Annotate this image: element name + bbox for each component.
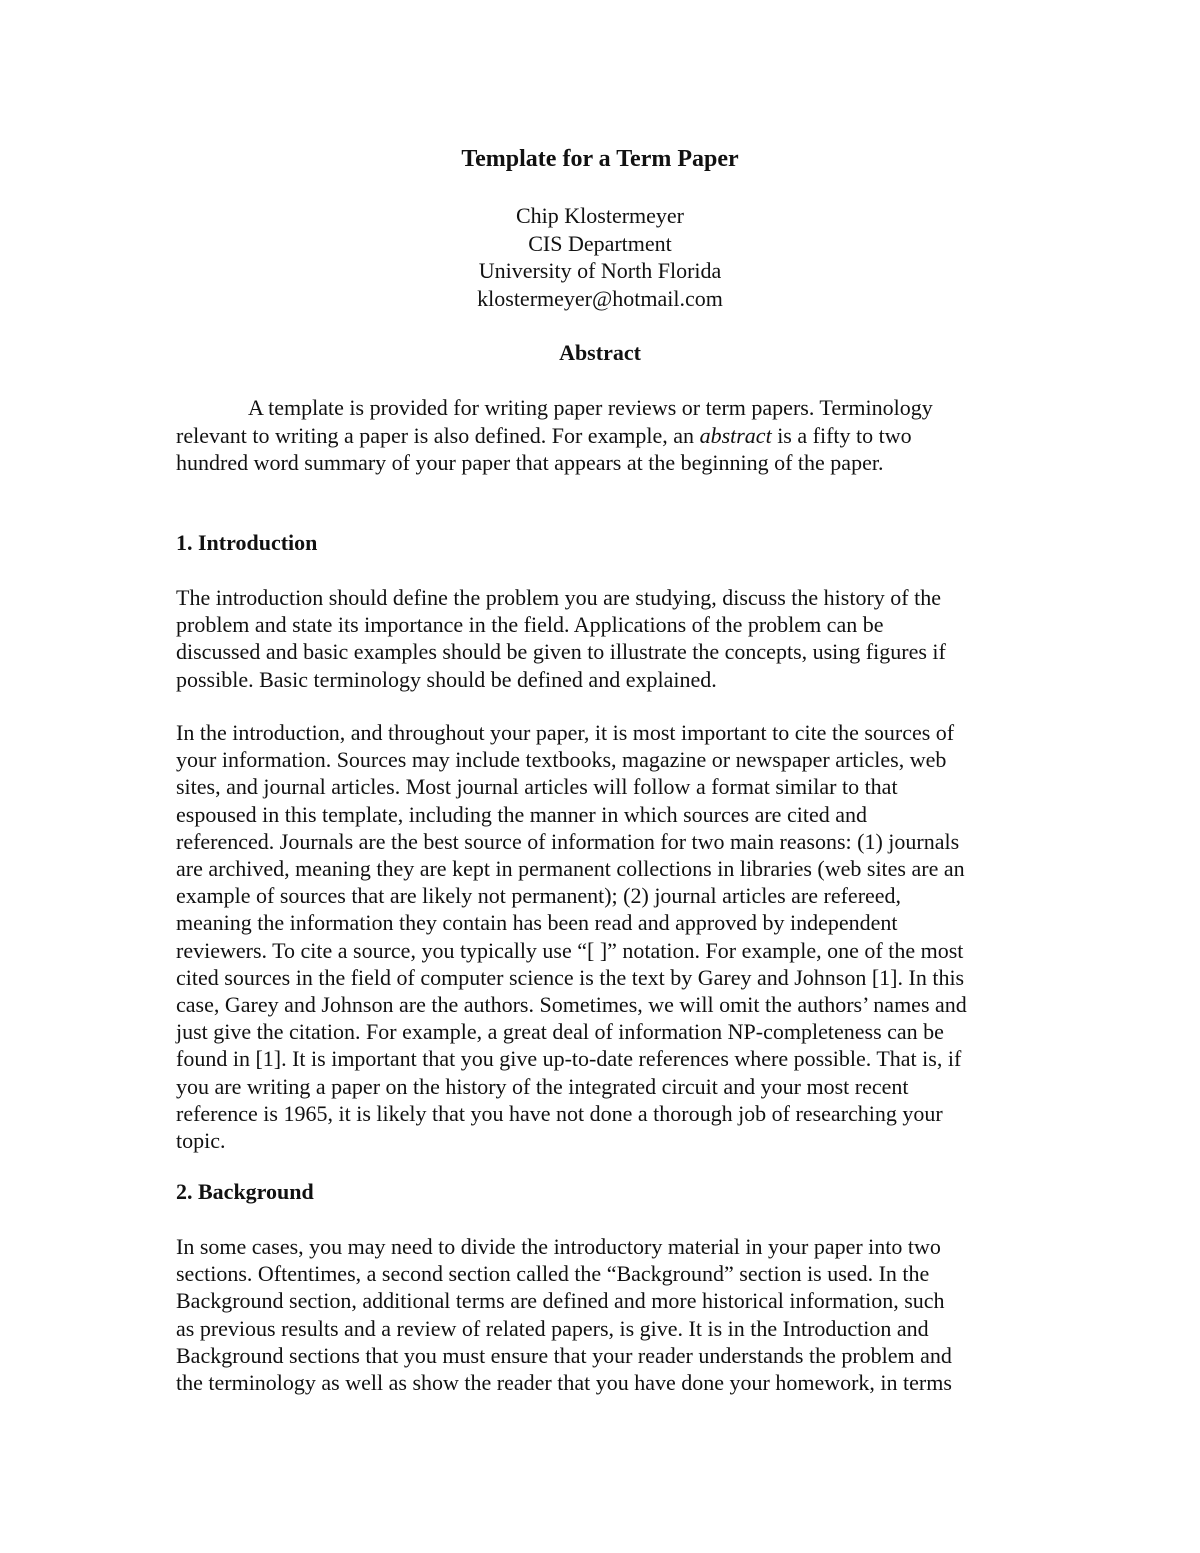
- introduction-paragraph-1: [176, 584, 1036, 693]
- section-heading-background: 2. Background: [176, 1179, 314, 1204]
- author-name: Chip Klostermeyer: [515, 203, 685, 228]
- abstract-line-text: hundred word summary of your paper that appears at the beginning of the paper.: [176, 450, 884, 475]
- paragraph-line: reference is 1965, it is likely that you have not done a thorough job of researching your: [176, 1100, 943, 1126]
- abstract-line-text: relevant to writing a paper is also defined. For example, an: [176, 422, 700, 448]
- paragraph-line: case, Garey and Johnson are the authors. Sometimes, we will omit the authors’ names and: [176, 992, 967, 1018]
- paragraph-line: just give the citation. For example, a great deal of information NP-completeness can be: [176, 1019, 944, 1045]
- abstract-line-text: is a fifty to two: [771, 422, 912, 448]
- paragraph-line: possible. Basic terminology should be defined and explained.: [176, 666, 717, 692]
- paragraph-line: sites, and journal articles. Most journal articles will follow a format similar to that: [176, 774, 898, 800]
- abstract-heading: Abstract: [559, 340, 641, 365]
- paragraph-line: the terminology as well as show the reader that you have done your homework, in terms: [176, 1370, 952, 1396]
- paragraph-line: Background sections that you must ensure that your reader understands the problem and: [176, 1342, 952, 1368]
- abstract-line: [176, 449, 1036, 477]
- paragraph-line: discussed and basic examples should be given to illustrate the concepts, using figures if: [176, 639, 946, 665]
- paragraph-line: as previous results and a review of related papers, is give. It is in the Introduction and: [176, 1315, 929, 1341]
- paragraph-line: meaning the information they contain has been read and approved by independent: [176, 910, 898, 936]
- paragraph-line: your information. Sources may include textbooks, magazine or newspaper articles, web: [176, 747, 947, 773]
- abstract-term-emphasis: abstract: [699, 422, 772, 448]
- paragraph-line: topic.: [176, 1128, 226, 1154]
- paragraph-line: example of sources that are likely not permanent); (2) journal articles are refereed,: [176, 883, 902, 909]
- abstract-line-text: A template is provided for writing paper reviews or term papers. Terminology: [248, 395, 933, 420]
- author-university: University of North Florida: [478, 258, 722, 283]
- paragraph-line: problem and state its importance in the field. Applications of the problem can be: [176, 612, 884, 638]
- paragraph-line: you are writing a paper on the history of the integrated circuit and your most recent: [176, 1073, 909, 1099]
- paragraph-line: found in [1]. It is important that you give up-to-date references where possible. That is, if: [176, 1046, 962, 1072]
- paragraph-line: In some cases, you may need to divide the introductory material in your paper into two: [176, 1234, 941, 1259]
- paragraph-line: cited sources in the field of computer science is the text by Garey and Johnson [1]. In this: [176, 964, 965, 990]
- author-email: klostermeyer@hotmail.com: [477, 285, 723, 311]
- paragraph-line: The introduction should define the problem you are studying, discuss the history of the: [176, 585, 941, 610]
- background-paragraph-1: [176, 1233, 1036, 1396]
- paragraph-line: Background section, additional terms are defined and more historical information, such: [176, 1288, 945, 1314]
- abstract-line: [176, 394, 1036, 422]
- introduction-paragraph-2: [176, 719, 1036, 1154]
- paragraph-line: are archived, meaning they are kept in permanent collections in libraries (web sites are an: [176, 856, 965, 882]
- author-block: [0, 202, 1200, 312]
- author-department: CIS Department: [528, 230, 672, 256]
- paragraph-line: reviewers. To cite a source, you typically use “[ ]” notation. For example, one of the most: [176, 937, 964, 963]
- section-heading-introduction: 1. Introduction: [176, 530, 318, 555]
- paper-title: Template for a Term Paper: [461, 146, 739, 172]
- paragraph-line: sections. Oftentimes, a second section called the “Background” section is used. In the: [176, 1261, 930, 1287]
- paragraph-line: In the introduction, and throughout your paper, it is most important to cite the sources of: [176, 720, 955, 745]
- abstract-line: [176, 422, 1036, 450]
- abstract-body: [176, 394, 1036, 477]
- paragraph-line: referenced. Journals are the best source of information for two main reasons: (1) journals: [176, 828, 960, 854]
- paragraph-line: espoused in this template, including the manner in which sources are cited and: [176, 801, 867, 827]
